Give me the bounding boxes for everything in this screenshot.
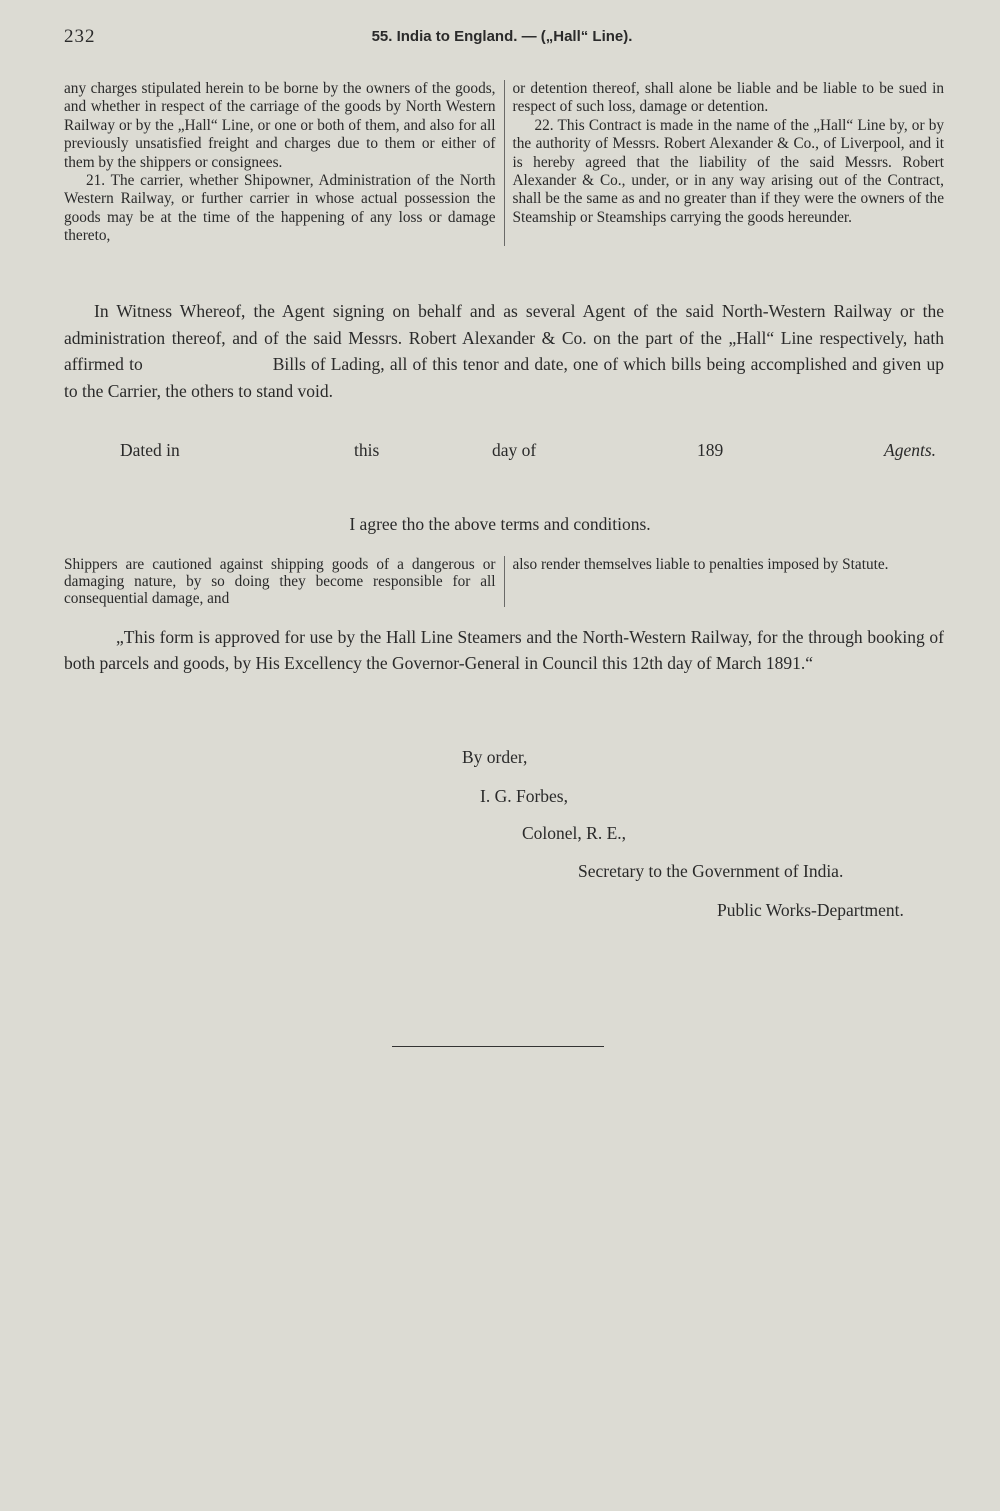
dated-line [0, 440, 1000, 464]
witness-paragraph [64, 298, 944, 404]
caution-notice [64, 556, 944, 607]
department: Public Works-Department. [717, 900, 904, 920]
caution-right: also render themselves liable to penalties imposed by Statute. [504, 556, 945, 607]
clause-21-continued: or detention thereof, shall alone be liable and be liable to be sued in respect of such loss, damage or detention. [512, 80, 944, 116]
signatory-name: I. G. Forbes, [480, 786, 568, 806]
this-label: this [354, 440, 380, 460]
year-label: 189 [697, 440, 724, 460]
clause-21: 21. The carrier, whether Shipowner, Administration of the North Western Railway, or further carrier in whose actual possession the goods may be at the time of the happening of any loss or damage thereto, [64, 172, 496, 245]
agents-label: Agents. [884, 440, 937, 460]
witness-text-part2: Bills of Lading, all of this tenor and date, one of which bills being accomplished and given up to the Carrier, the others to stand void. [64, 354, 944, 401]
caution-left: Shippers are cautioned against shipping goods of a dangerous or damaging nature, by so doing they become responsible for all consequential damage, and [64, 556, 496, 607]
signatory-title: Secretary to the Government of India. [578, 861, 844, 881]
signatory-rank: Colonel, R. E., [522, 823, 627, 843]
agreement-line: I agree tho the above terms and conditions. [349, 514, 651, 534]
dated-in-label: Dated in [120, 440, 180, 460]
approval-statement [64, 624, 944, 676]
clauses-right-column [504, 80, 945, 246]
running-head: 55. India to England. — („Hall“ Line). [371, 28, 633, 45]
closing-rule [392, 1046, 604, 1047]
clauses-left-column [64, 80, 504, 246]
page-number: 232 [64, 26, 96, 47]
clause-22: 22. This Contract is made in the name of the „Hall“ Line by, or by the authority of Messrs. Robert Alexander & Co., of Liverpool, and it is hereby agreed that the liability of the said Messrs. Robert Alexander & Co., under, or in any way arising out of the Contract, shall be the same as and no greater than if they were the owners of the Steamship or Steamships carrying the goods hereunder. [512, 116, 944, 226]
contract-clauses [64, 80, 944, 246]
approval-text: „This form is approved for use by the Hall Line Steamers and the North-Western Railway, for the through booking of both parcels and goods, by His Excellency the Governor-General in Council this 12th day of March 1891.“ [64, 627, 944, 673]
clause-20-continued: any charges stipulated herein to be borne by the owners of the goods, and whether in respect of the carriage of the goods by North Western Railway or by the „Hall“ Line, or one or both of them, and also for all previously unsatisfied freight and charges due to them or either of them by the shippers or consignees. [64, 80, 496, 171]
page-header [64, 26, 940, 50]
day-of-label: day of [492, 440, 537, 460]
witness-text-part1: In Witness Whereof, the Agent signing on behalf and as several Agent of the said North-Western Railway or the administration thereof, and of the said Messrs. Robert Alexander & Co. on the part of the „Hall“ Line respectively, hath affirmed to [64, 301, 944, 374]
by-order: By order, [462, 747, 528, 767]
